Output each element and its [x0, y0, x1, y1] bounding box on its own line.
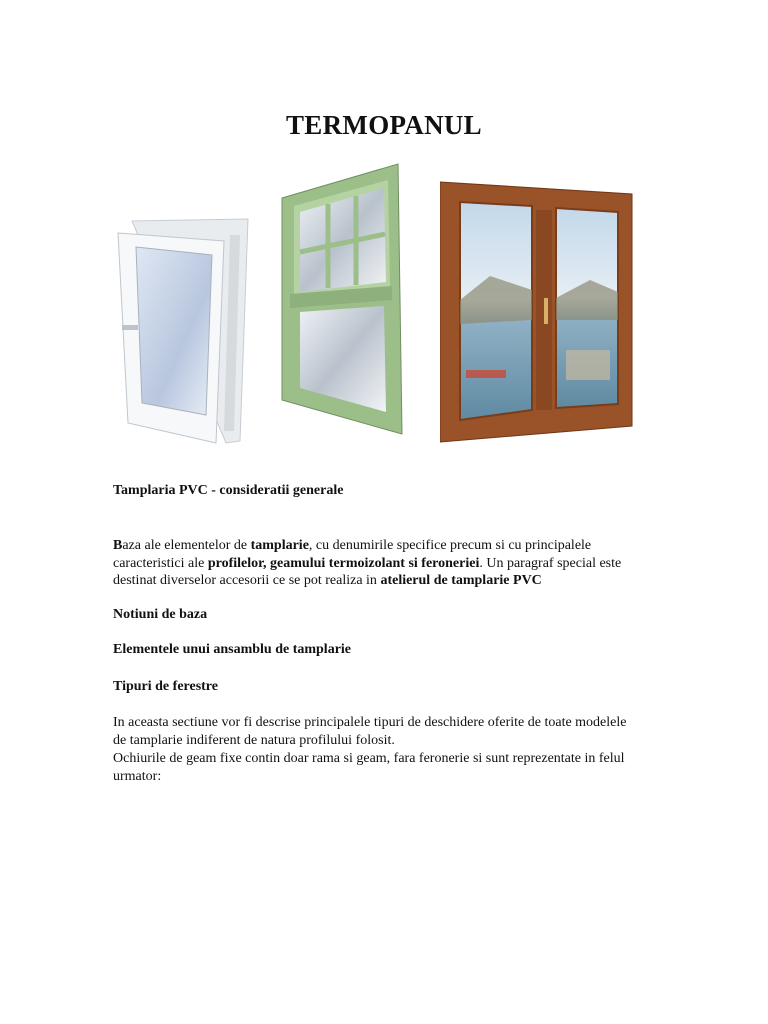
heading-elemente: Elementele unui ansamblu de tamplarie [113, 642, 352, 657]
intro-text-3: . Un paragraf special este destinat diverselor accesorii ce se pot realiza in [113, 555, 622, 588]
heading-tipuri: Tipuri de ferestre [113, 679, 218, 694]
tipuri-paragraph-2: Ochiurile de geam fixe contin doar rama si geam, fara feronerie si sunt reprezentate in felul urmator: [113, 751, 625, 784]
wooden-window-image [440, 180, 635, 444]
intro-bold-3: atelierul de tamplarie PVC [380, 573, 542, 588]
intro-bold-2: profilelor, geamului termoizolant si feroneriei [207, 555, 480, 571]
pvc-window-image [112, 215, 252, 447]
intro-text-2: , cu denumirile specifice precum si cu principalele caracteristici ale [113, 538, 592, 571]
intro-paragraph [113, 537, 643, 590]
page-title: TERMOPANUL [286, 110, 482, 140]
intro-text-1: aza ale elementelor de [122, 538, 251, 553]
intro-lead-letter: B [113, 538, 123, 553]
sash-window-image [280, 162, 405, 437]
intro-bold-1: tamplarie [250, 538, 309, 553]
section-heading: Tamplaria PVC - consideratii generale [113, 483, 344, 498]
heading-notiuni: Notiuni de baza [113, 607, 208, 622]
tipuri-paragraph-1: In aceasta sectiune vor fi descrise principalele tipuri de deschidere oferite de toate modelele de tamplarie indiferent de natura profilului folosit. [113, 715, 627, 748]
